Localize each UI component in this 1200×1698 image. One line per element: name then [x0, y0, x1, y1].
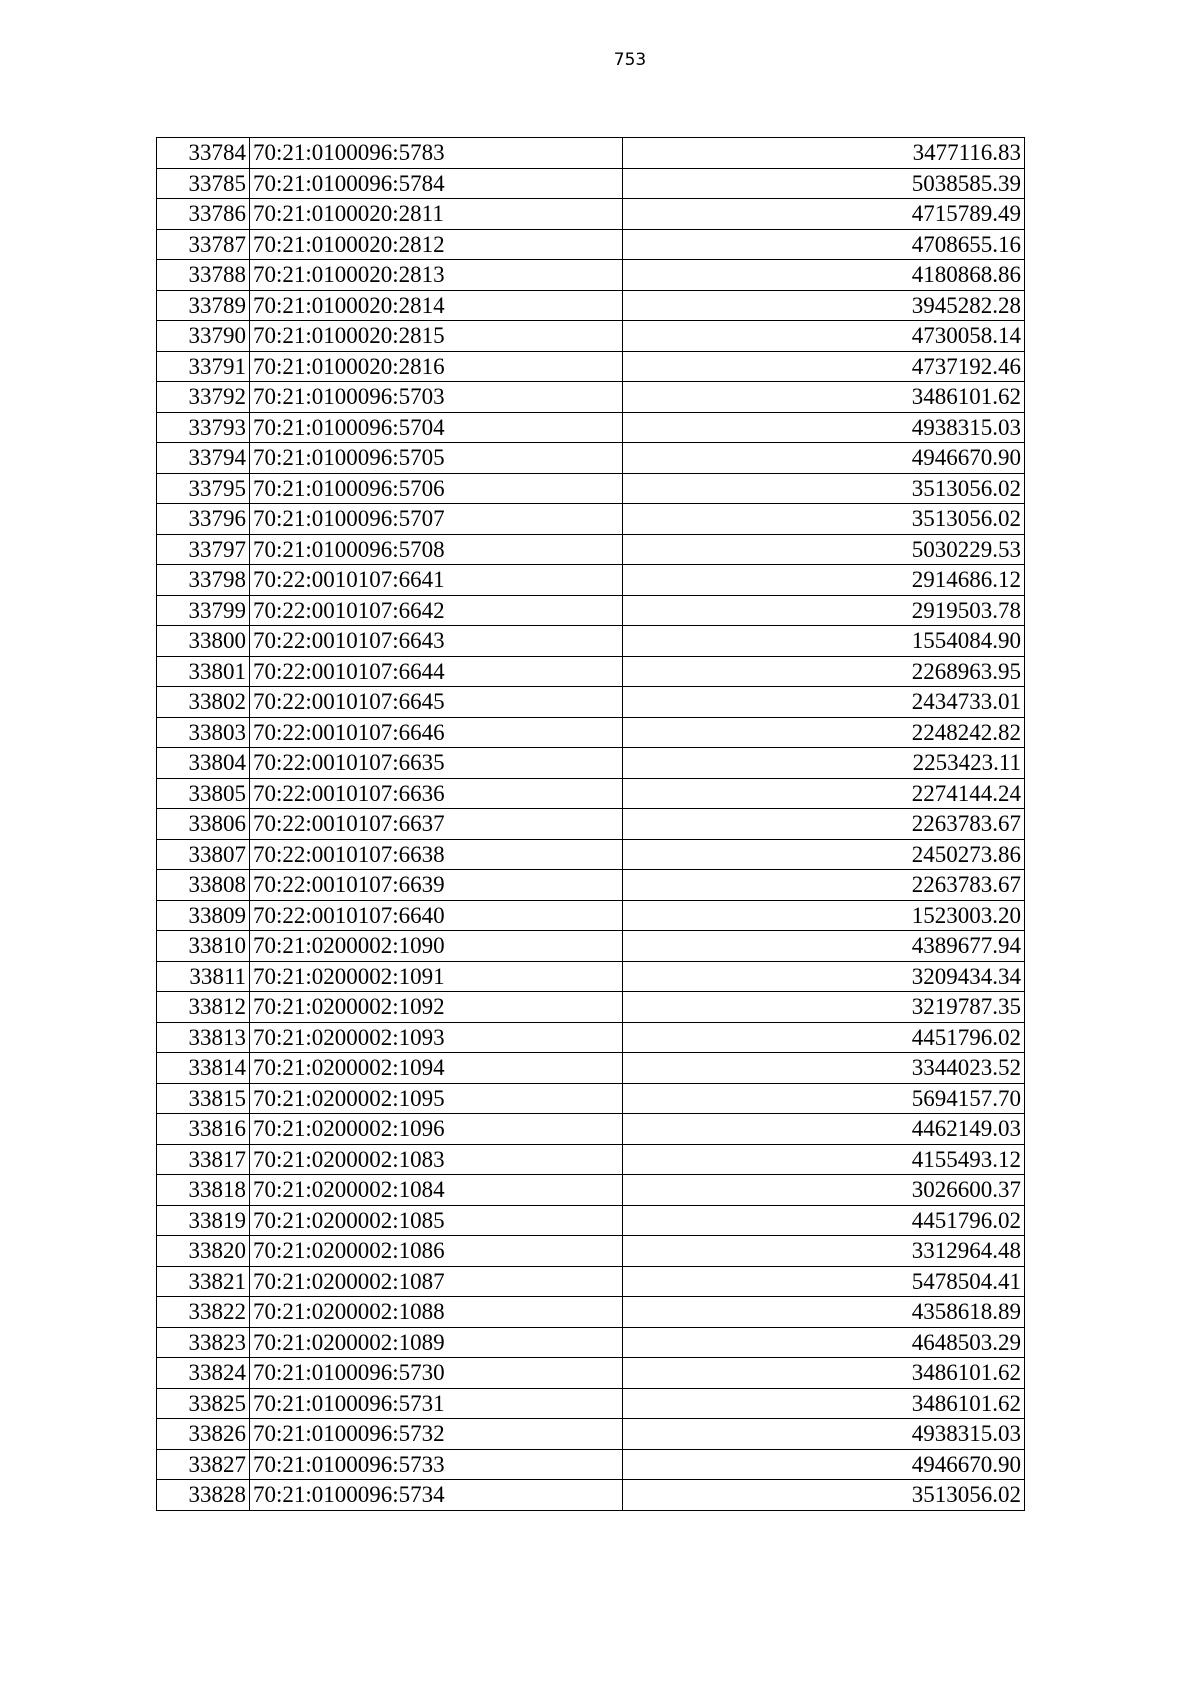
row-number-cell: 33800: [157, 626, 250, 657]
value-cell: 2914686.12: [623, 565, 1025, 596]
value-cell: 4462149.03: [623, 1114, 1025, 1145]
value-cell: 1523003.20: [623, 900, 1025, 931]
table-row: [157, 1175, 1025, 1206]
row-number-cell: 33818: [157, 1175, 250, 1206]
table-body: [157, 138, 1025, 1511]
value-cell: 4648503.29: [623, 1327, 1025, 1358]
row-number-cell: 33813: [157, 1022, 250, 1053]
table-row: [157, 1144, 1025, 1175]
row-number-cell: 33819: [157, 1205, 250, 1236]
table-row: [157, 687, 1025, 718]
table-row: [157, 717, 1025, 748]
cadastral-number-cell: 70:21:0200002:1092: [250, 992, 623, 1023]
table-row: [157, 900, 1025, 931]
cadastral-number-cell: 70:22:0010107:6635: [250, 748, 623, 779]
row-number-cell: 33794: [157, 443, 250, 474]
cadastral-number-cell: 70:21:0100096:5707: [250, 504, 623, 535]
row-number-cell: 33825: [157, 1388, 250, 1419]
cadastral-number-cell: 70:22:0010107:6646: [250, 717, 623, 748]
cadastral-number-cell: 70:21:0100020:2811: [250, 199, 623, 230]
table-row: [157, 992, 1025, 1023]
table-row: [157, 138, 1025, 169]
value-cell: 4938315.03: [623, 1419, 1025, 1450]
table-row: [157, 168, 1025, 199]
cadastral-number-cell: 70:21:0200002:1094: [250, 1053, 623, 1084]
cadastral-value-table: [156, 137, 1025, 1511]
row-number-cell: 33823: [157, 1327, 250, 1358]
row-number-cell: 33785: [157, 168, 250, 199]
row-number-cell: 33826: [157, 1419, 250, 1450]
row-number-cell: 33815: [157, 1083, 250, 1114]
value-cell: 1554084.90: [623, 626, 1025, 657]
value-cell: 3486101.62: [623, 1358, 1025, 1389]
value-cell: 3945282.28: [623, 290, 1025, 321]
row-number-cell: 33811: [157, 961, 250, 992]
value-cell: 3344023.52: [623, 1053, 1025, 1084]
table-row: [157, 351, 1025, 382]
cadastral-number-cell: 70:21:0200002:1096: [250, 1114, 623, 1145]
cadastral-number-cell: 70:21:0200002:1089: [250, 1327, 623, 1358]
cadastral-number-cell: 70:21:0100096:5730: [250, 1358, 623, 1389]
row-number-cell: 33795: [157, 473, 250, 504]
row-number-cell: 33798: [157, 565, 250, 596]
table-row: [157, 1297, 1025, 1328]
cadastral-number-cell: 70:21:0100096:5705: [250, 443, 623, 474]
row-number-cell: 33827: [157, 1449, 250, 1480]
row-number-cell: 33814: [157, 1053, 250, 1084]
table-row: [157, 961, 1025, 992]
cadastral-number-cell: 70:22:0010107:6644: [250, 656, 623, 687]
row-number-cell: 33788: [157, 260, 250, 291]
row-number-cell: 33817: [157, 1144, 250, 1175]
row-number-cell: 33791: [157, 351, 250, 382]
cadastral-number-cell: 70:21:0100020:2815: [250, 321, 623, 352]
value-cell: 2919503.78: [623, 595, 1025, 626]
table-row: [157, 1419, 1025, 1450]
value-cell: 3513056.02: [623, 504, 1025, 535]
value-cell: 4180868.86: [623, 260, 1025, 291]
table-row: [157, 412, 1025, 443]
table-row: [157, 199, 1025, 230]
value-cell: 3513056.02: [623, 473, 1025, 504]
cadastral-number-cell: 70:22:0010107:6641: [250, 565, 623, 596]
row-number-cell: 33789: [157, 290, 250, 321]
table-row: [157, 656, 1025, 687]
cadastral-number-cell: 70:22:0010107:6638: [250, 839, 623, 870]
table-row: [157, 534, 1025, 565]
table-row: [157, 1358, 1025, 1389]
value-cell: 3209434.34: [623, 961, 1025, 992]
cadastral-number-cell: 70:22:0010107:6636: [250, 778, 623, 809]
row-number-cell: 33786: [157, 199, 250, 230]
value-cell: 2248242.82: [623, 717, 1025, 748]
value-cell: 3486101.62: [623, 1388, 1025, 1419]
cadastral-number-cell: 70:21:0200002:1090: [250, 931, 623, 962]
table-row: [157, 1236, 1025, 1267]
row-number-cell: 33801: [157, 656, 250, 687]
value-cell: 4389677.94: [623, 931, 1025, 962]
row-number-cell: 33784: [157, 138, 250, 169]
table-row: [157, 290, 1025, 321]
cadastral-number-cell: 70:21:0100096:5703: [250, 382, 623, 413]
value-cell: 3477116.83: [623, 138, 1025, 169]
row-number-cell: 33787: [157, 229, 250, 260]
value-cell: 5038585.39: [623, 168, 1025, 199]
table-row: [157, 260, 1025, 291]
row-number-cell: 33792: [157, 382, 250, 413]
row-number-cell: 33805: [157, 778, 250, 809]
value-cell: 4730058.14: [623, 321, 1025, 352]
row-number-cell: 33797: [157, 534, 250, 565]
cadastral-number-cell: 70:21:0200002:1088: [250, 1297, 623, 1328]
table-row: [157, 595, 1025, 626]
table-row: [157, 1205, 1025, 1236]
cadastral-number-cell: 70:21:0100020:2816: [250, 351, 623, 382]
table-row: [157, 626, 1025, 657]
table-row: [157, 1266, 1025, 1297]
cadastral-number-cell: 70:22:0010107:6643: [250, 626, 623, 657]
row-number-cell: 33824: [157, 1358, 250, 1389]
value-cell: 3312964.48: [623, 1236, 1025, 1267]
row-number-cell: 33796: [157, 504, 250, 535]
table-row: [157, 1022, 1025, 1053]
table-row: [157, 565, 1025, 596]
cadastral-number-cell: 70:21:0100096:5734: [250, 1480, 623, 1511]
cadastral-number-cell: 70:21:0200002:1086: [250, 1236, 623, 1267]
table-row: [157, 778, 1025, 809]
table-row: [157, 1114, 1025, 1145]
value-cell: 4737192.46: [623, 351, 1025, 382]
cadastral-number-cell: 70:21:0100096:5783: [250, 138, 623, 169]
value-cell: 4155493.12: [623, 1144, 1025, 1175]
row-number-cell: 33810: [157, 931, 250, 962]
table-row: [157, 839, 1025, 870]
cadastral-number-cell: 70:21:0100096:5708: [250, 534, 623, 565]
value-cell: 2268963.95: [623, 656, 1025, 687]
value-cell: 5694157.70: [623, 1083, 1025, 1114]
row-number-cell: 33821: [157, 1266, 250, 1297]
table-row: [157, 931, 1025, 962]
row-number-cell: 33808: [157, 870, 250, 901]
row-number-cell: 33799: [157, 595, 250, 626]
cadastral-number-cell: 70:21:0100020:2813: [250, 260, 623, 291]
row-number-cell: 33790: [157, 321, 250, 352]
table-row: [157, 504, 1025, 535]
value-cell: 2450273.86: [623, 839, 1025, 870]
value-cell: 2263783.67: [623, 870, 1025, 901]
value-cell: 5478504.41: [623, 1266, 1025, 1297]
cadastral-number-cell: 70:21:0100020:2814: [250, 290, 623, 321]
table-row: [157, 1388, 1025, 1419]
table-row: [157, 473, 1025, 504]
row-number-cell: 33828: [157, 1480, 250, 1511]
table-row: [157, 443, 1025, 474]
page-number: 753: [613, 50, 647, 70]
value-cell: 2263783.67: [623, 809, 1025, 840]
cadastral-number-cell: 70:21:0200002:1093: [250, 1022, 623, 1053]
cadastral-number-cell: 70:21:0100096:5706: [250, 473, 623, 504]
cadastral-number-cell: 70:22:0010107:6639: [250, 870, 623, 901]
cadastral-number-cell: 70:21:0200002:1087: [250, 1266, 623, 1297]
table-row: [157, 1083, 1025, 1114]
cadastral-number-cell: 70:22:0010107:6642: [250, 595, 623, 626]
cadastral-number-cell: 70:21:0200002:1083: [250, 1144, 623, 1175]
value-cell: 3026600.37: [623, 1175, 1025, 1206]
cadastral-number-cell: 70:21:0100020:2812: [250, 229, 623, 260]
value-cell: 3513056.02: [623, 1480, 1025, 1511]
row-number-cell: 33822: [157, 1297, 250, 1328]
value-cell: 2253423.11: [623, 748, 1025, 779]
value-cell: 5030229.53: [623, 534, 1025, 565]
row-number-cell: 33812: [157, 992, 250, 1023]
value-cell: 4451796.02: [623, 1205, 1025, 1236]
cadastral-number-cell: 70:21:0200002:1091: [250, 961, 623, 992]
table-row: [157, 809, 1025, 840]
table-row: [157, 748, 1025, 779]
row-number-cell: 33809: [157, 900, 250, 931]
cadastral-number-cell: 70:22:0010107:6645: [250, 687, 623, 718]
table-row: [157, 229, 1025, 260]
cadastral-number-cell: 70:21:0100096:5784: [250, 168, 623, 199]
row-number-cell: 33807: [157, 839, 250, 870]
value-cell: 4938315.03: [623, 412, 1025, 443]
table-row: [157, 1449, 1025, 1480]
row-number-cell: 33806: [157, 809, 250, 840]
value-cell: 2274144.24: [623, 778, 1025, 809]
value-cell: 4451796.02: [623, 1022, 1025, 1053]
cadastral-number-cell: 70:21:0200002:1085: [250, 1205, 623, 1236]
table-row: [157, 1480, 1025, 1511]
table-row: [157, 1327, 1025, 1358]
cadastral-number-cell: 70:21:0100096:5733: [250, 1449, 623, 1480]
table-row: [157, 382, 1025, 413]
value-cell: 4358618.89: [623, 1297, 1025, 1328]
cadastral-number-cell: 70:21:0100096:5731: [250, 1388, 623, 1419]
row-number-cell: 33816: [157, 1114, 250, 1145]
cadastral-number-cell: 70:21:0100096:5732: [250, 1419, 623, 1450]
value-cell: 3219787.35: [623, 992, 1025, 1023]
cadastral-number-cell: 70:21:0200002:1095: [250, 1083, 623, 1114]
value-cell: 4715789.49: [623, 199, 1025, 230]
table-row: [157, 870, 1025, 901]
table-row: [157, 321, 1025, 352]
cadastral-number-cell: 70:22:0010107:6640: [250, 900, 623, 931]
row-number-cell: 33820: [157, 1236, 250, 1267]
row-number-cell: 33793: [157, 412, 250, 443]
row-number-cell: 33804: [157, 748, 250, 779]
table-row: [157, 1053, 1025, 1084]
value-cell: 4946670.90: [623, 1449, 1025, 1480]
value-cell: 4946670.90: [623, 443, 1025, 474]
value-cell: 2434733.01: [623, 687, 1025, 718]
row-number-cell: 33802: [157, 687, 250, 718]
cadastral-number-cell: 70:22:0010107:6637: [250, 809, 623, 840]
row-number-cell: 33803: [157, 717, 250, 748]
value-cell: 3486101.62: [623, 382, 1025, 413]
cadastral-number-cell: 70:21:0100096:5704: [250, 412, 623, 443]
value-cell: 4708655.16: [623, 229, 1025, 260]
cadastral-number-cell: 70:21:0200002:1084: [250, 1175, 623, 1206]
